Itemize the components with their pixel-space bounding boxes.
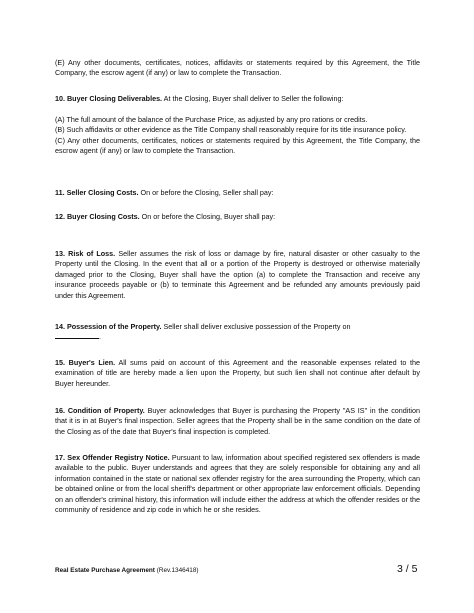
section-14-body: Seller shall deliver exclusive possession of the Property on — [161, 322, 351, 331]
item-b: (B) Such affidavits or other evidence as the Title Company shall reasonably require for its title insurance policy. — [55, 125, 407, 135]
section-16-body: Buyer acknowledges that Buyer is purchasing the Property "AS IS" in the condition that it is in at Buyer's final inspection. Seller agrees that the Property shall be in the same condition on the date of the Closing as of the date that Buyer's final inspection is completed. — [55, 406, 420, 436]
footer-document-title — [55, 567, 199, 575]
section-16-heading: 16. Condition of Property. — [55, 406, 145, 415]
section-16 — [55, 406, 420, 437]
section-11 — [55, 188, 420, 198]
item-a: (A) The full amount of the balance of the Purchase Price, as adjusted by any pro rations or credits. — [55, 115, 368, 124]
section-15-heading: 15. Buyer's Lien. — [55, 358, 116, 367]
footer-title: Real Estate Purchase Agreement — [55, 567, 155, 574]
section-14-heading: 14. Possession of the Property. — [55, 322, 162, 331]
section-10-body: At the Closing, Buyer shall deliver to Seller the following: — [162, 94, 344, 103]
possession-date-blank[interactable] — [55, 332, 99, 339]
item-e: (E) Any other documents, certificates, notices, affidavits or statements required by this Agreement, the Title Company, the escrow agent (if any) or law to complete the Transaction. — [55, 58, 420, 78]
item-c: (C) Any other documents, certificates, notices or statements required by this Agreement, the Title Company, the escrow agent (if any) or law to complete the Transaction. — [55, 135, 420, 156]
section-11-body: On or before the Closing, Seller shall pay: — [138, 188, 274, 197]
section-17 — [55, 453, 420, 515]
section-17-heading: 17. Sex Offender Registry Notice. — [55, 453, 170, 462]
section-12-heading: 12. Buyer Closing Costs. — [55, 212, 140, 221]
section-11-heading: 11. Seller Closing Costs. — [55, 188, 139, 197]
section-12 — [55, 212, 420, 222]
section-10-items — [55, 115, 420, 157]
section-15-body: All sums paid on account of this Agreement and the reasonable expenses related to the examination of title are hereby made a lien upon the Property, but such lien shall not continue after default by Buyer hereunder. — [55, 358, 420, 388]
section-10-heading: 10. Buyer Closing Deliverables. — [55, 94, 163, 103]
section-17-body: Pursuant to law, information about specified registered sex offenders is made available to the public. Buyer understands and agrees that they are solely responsible for obtaining any and all information contained in the state or national sex offender registry for the area surrounding the Property, which can be obtained online or from the local sheriff's department or other appropriate law enforcement officials. Depending on an offender's criminal history, this information will include either the address at which the offender resides or the community of residence and zip code in which he or she resides. — [55, 453, 420, 515]
section-12-body: On or before the Closing, Buyer shall pay: — [139, 212, 276, 221]
section-14: 14. Possession of the Property. Seller shall deliver exclusive possession of the Property on . — [55, 322, 351, 342]
page-number: 3 / 5 — [397, 563, 418, 575]
section-10 — [55, 94, 420, 104]
section-13-heading: 13. Risk of Loss. — [55, 249, 116, 258]
footer-revision: (Rev.1346418) — [154, 567, 199, 574]
section-13 — [55, 249, 420, 301]
section-13-body: Seller assumes the risk of loss or damage by fire, natural disaster or other casualty to the Property until the Closing. In the event that all or a portion of the Property is destroyed or otherwise materially damaged prior to the Closing, Buyer shall have the option (a) to complete the Transaction and receive any insurance proceeds payable or (b) to terminate this Agreement and be refunded any amounts previously paid under this Agreement. — [55, 249, 420, 300]
section-15 — [55, 358, 420, 389]
